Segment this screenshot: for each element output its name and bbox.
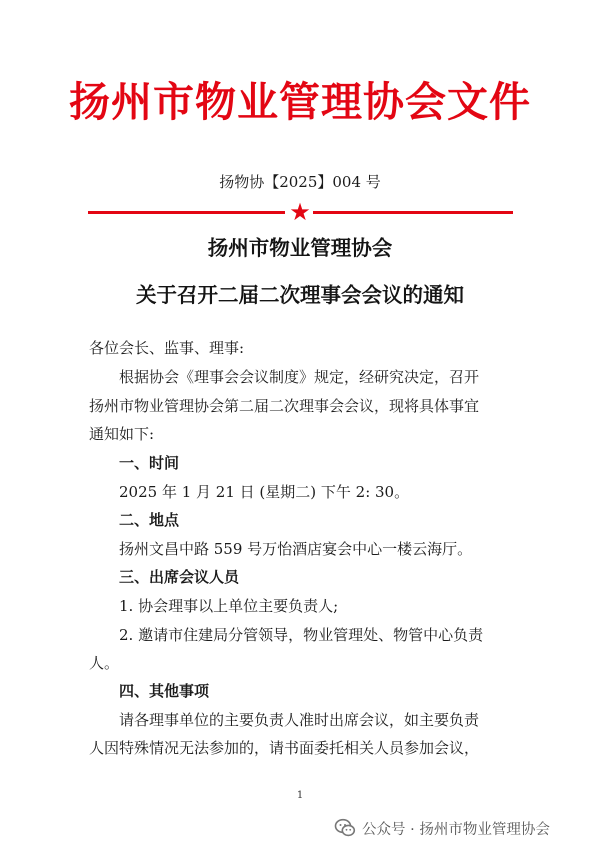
- section-time-text: 2025 年 1 月 21 日 (星期二) 下午 2: 30。: [119, 483, 410, 501]
- intro-line: 扬州市物业管理协会第二届二次理事会会议，现将具体事宜: [89, 397, 480, 415]
- section-heading-other: 四、其他事项: [119, 682, 210, 700]
- red-divider-left: [88, 211, 285, 214]
- attendee-item-continued: 人。: [89, 654, 120, 672]
- star-icon: ★: [289, 198, 311, 226]
- org-file-title: 扬州市物业管理协会文件: [69, 78, 531, 126]
- section-heading-time: 一、时间: [119, 454, 180, 472]
- page-number: 1: [296, 790, 304, 801]
- red-divider-right: [313, 211, 513, 214]
- section-location-text: 扬州文昌中路 559 号万怡酒店宴会中心一楼云海厅。: [119, 540, 473, 558]
- attendee-item: 1. 协会理事以上单位主要负责人;: [119, 597, 339, 615]
- watermark-text: 公众号 · 扬州市物业管理协会: [362, 821, 550, 838]
- attendee-item: 2. 邀请市住建局分管领导，物业管理处、物管中心负责: [119, 626, 484, 644]
- wechat-watermark: [334, 815, 550, 841]
- salutation: 各位会长、监事、理事:: [89, 339, 245, 357]
- section-heading-attendees: 三、出席会议人员: [119, 568, 240, 586]
- notice-title-line-2: 关于召开二届二次理事会会议的通知: [136, 283, 464, 307]
- section-heading-location: 二、地点: [119, 511, 180, 529]
- doc-number: 扬物协【2025】004 号: [219, 173, 381, 191]
- notice-title-line-1: 扬州市物业管理协会: [207, 236, 393, 260]
- wechat-icon: [334, 817, 356, 839]
- intro-line: 通知如下:: [89, 425, 155, 443]
- other-matters-text: 请各理事单位的主要负责人准时出席会议，如主要负责: [119, 711, 480, 729]
- intro-line: 根据协会《理事会会议制度》规定，经研究决定，召开: [119, 368, 480, 386]
- other-matters-text: 人因特殊情况无法参加的，请书面委托相关人员参加会议，: [89, 739, 480, 757]
